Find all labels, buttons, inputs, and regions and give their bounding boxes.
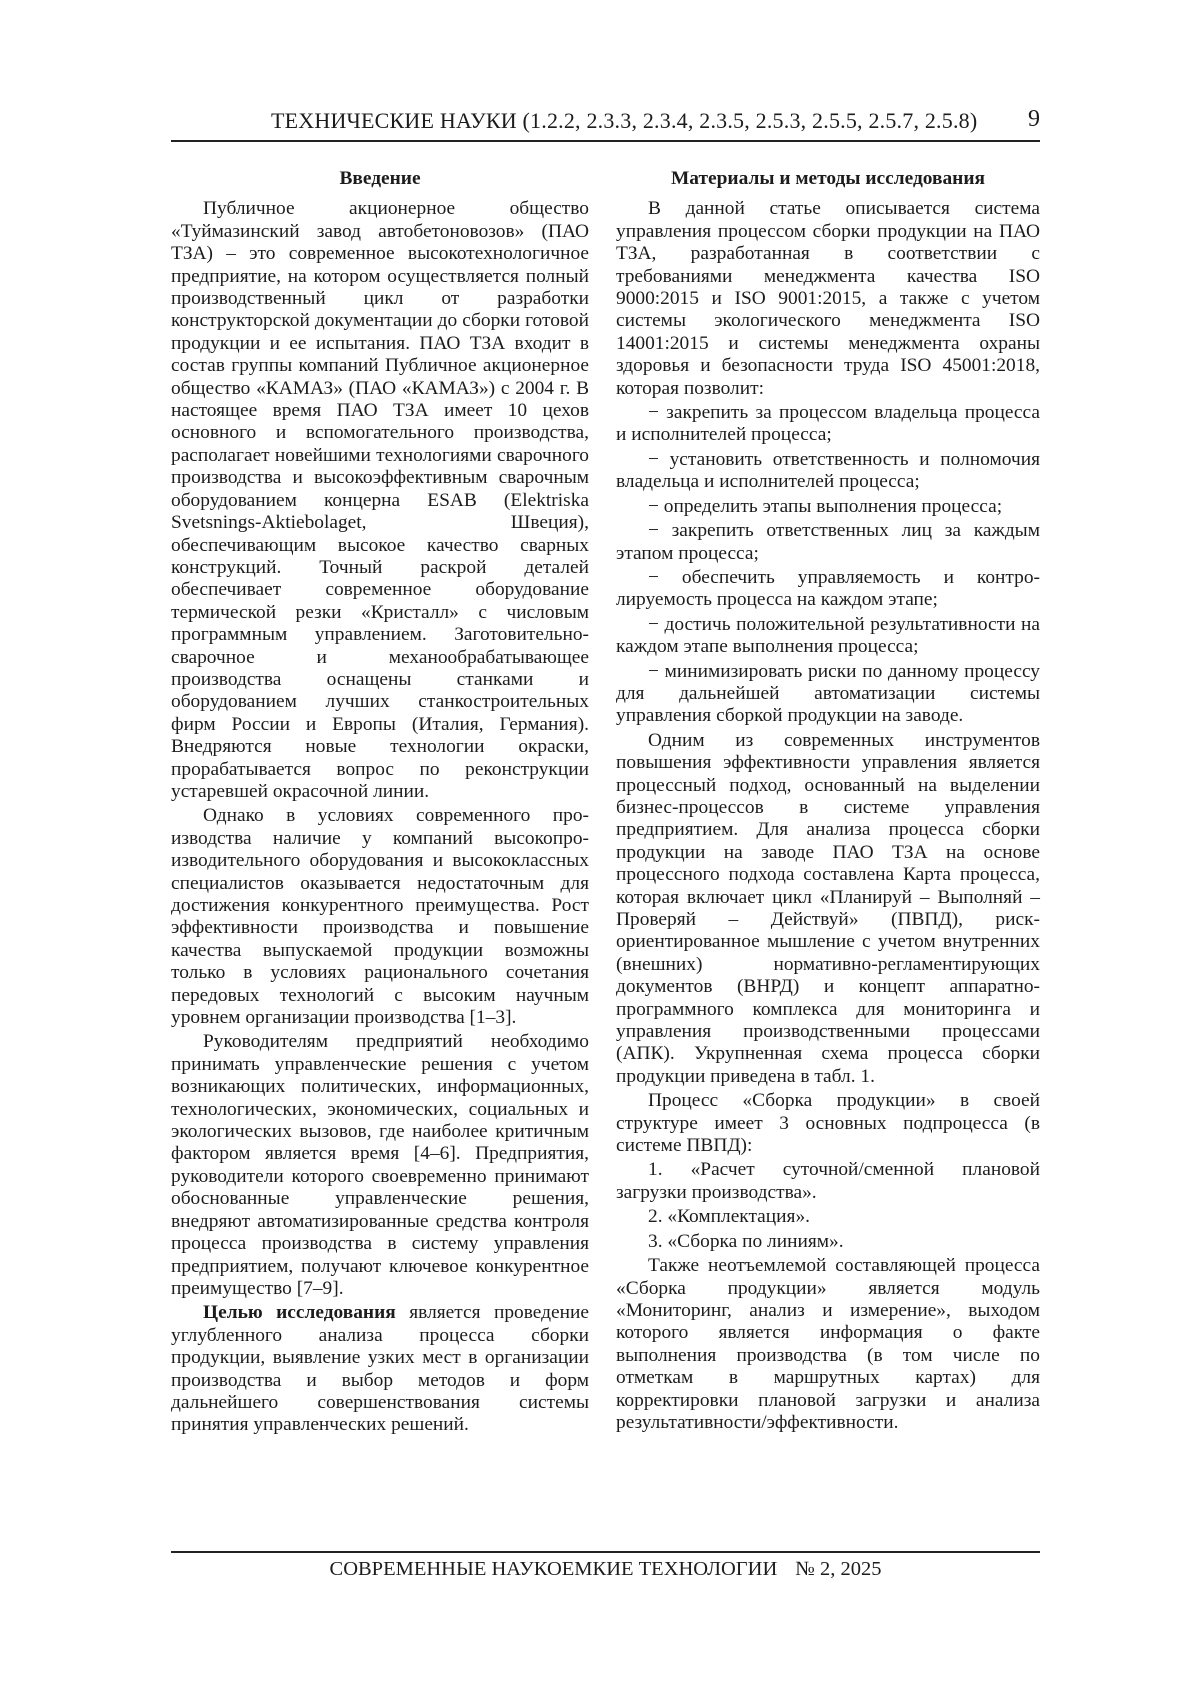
research-goal-text: является проведе­ние углубленного анализа процесса сборки продукции, выявление узких мест в органи­зации производства и выбор методов и форм дальнейшего совершенствования системы принятия управленческих решений.: [171, 1302, 589, 1435]
bullet-item: − закрепить ответственных лиц за каж­дым этапом процесса;: [616, 520, 1040, 565]
introduction-heading: Введение: [171, 168, 589, 190]
left-column: [171, 168, 589, 1439]
methods-paragraph-3: Процесс «Сборка продукции» в сво­ей структуре имеет 3 основных подпроцес­са (в системе ПВПД):: [616, 1090, 1040, 1157]
numbered-item: 3. «Сборка по линиям».: [616, 1231, 1040, 1253]
intro-paragraph-1: Публичное акционерное общество «Туймазинский завод автобетоновозов» (ПАО ТЗА) – это современное высокотех­нологичное предприятие, на котором осу­ществляется полный производственный цикл от разработки конструкторской до­кументации до сборки готовой продукции и ее испытания. ПАО ТЗА входит в состав группы компаний Публичное акционер­ное общество «КАМАЗ» (ПАО «КАМАЗ») с 2004 г. В настоящее время ПАО ТЗА име­ет 10 цехов основного и вспомогательного производства, располагает новейшими тех­нологиями сварочного производства и вы­сокоэффективным сварочным оборудова­нием концерна ESAB (Elektriska Svetsnings-Aktiebolaget, Швеция), обеспечивающим высокое качество сварных конструкций. Точный раскрой деталей обеспечивает со­временное оборудование термической рез­ки «Кристалл» с числовым программным управлением. Заготовительно-сварочное и механообрабатывающее производства ос­нащены станками и оборудованием лучших станкостроительных фирм России и Евро­пы (Италия, Германия). Внедряются новые технологии окраски, прорабатывается во­прос по реконструкции устаревшей окра­сочной линии.: [171, 198, 589, 803]
research-goal-label: Целью исследования: [203, 1302, 396, 1323]
issue-number: № 2, 2025: [795, 1558, 881, 1580]
bullet-item: − достичь положительной результатив­ности на каждом этапе выполнения про­цесса;: [616, 614, 1040, 659]
numbered-item: 1. «Расчет суточной/сменной плановой загрузки производства».: [616, 1159, 1040, 1204]
intro-paragraph-2: Однако в условиях современного про­изводства наличие у компаний высокопро­изводительного оборудования и высоко­классных специалистов оказывается недо­статочным для достижения конкурентного преимущества. Рост эффективности про­изводства и повышение качества выпуска­емой продукции возможны только в усло­виях рационального сочетания передовых технологий с высоким научным уровнем организации производства [1–3].: [171, 805, 589, 1029]
bullet-item: − минимизировать риски по данному процессу для дальнейшей автоматизации системы управления сборкой продукции на заводе.: [616, 661, 1040, 728]
methods-paragraph-2: Одним из современных инструментов повышения эффективности управления является процессный подход, основанный на выделении бизнес-процессов в систе­ме управления предприятием. Для анали­за процесса сборки продукции на заводе ПАО ТЗА на основе процессного подхо­да составлена Карта процесса, которая включает цикл «Планируй – Выполняй – Проверяй – Действуй» (ПВПД), риск-ориентированное мышление с учетом внутренних (внешних) нормативно-регла­ментирующих документов (ВНРД) и кон­цепт аппаратно-программного комплекса для мониторинга и управления произ­водственными процессами (АПК). Укруп­ненная схема процесса сборки продукции приведена в табл. 1.: [616, 730, 1040, 1089]
bullet-item: − установить ответственность и полно­мочия владельца и исполнителей процесса;: [616, 449, 1040, 494]
running-footer: [171, 1551, 1040, 1581]
methods-heading: Материалы и методы исследования: [616, 168, 1040, 190]
intro-paragraph-4: [171, 1302, 589, 1436]
right-column: [616, 168, 1040, 1436]
numbered-item: 2. «Комплектация».: [616, 1206, 1040, 1228]
methods-paragraph-1: В данной статье описывается система управления процессом сборки продукции на ПАО ТЗА, разработанная в соответствии с требованиями менеджмента качества ISO 9000:2015 и ISO 9001:2015, а также с уче­том системы экологического менеджмента ISO 14001:2015 и системы менеджмента охраны здоровья и безопасности труда ISO 45001:2018, которая позволит:: [616, 198, 1040, 400]
methods-paragraph-4: Также неотъемлемой составляющей процесса «Сборка продукции» является мо­дуль «Мониторинг, анализ и измерение», выходом которого является информация о факте выполнения производства (в том числе по отметкам в маршрутных картах) для корректировки плановой загрузки и ана­лиза результативности/эффективности.: [616, 1255, 1040, 1434]
bullet-item: − определить этапы выполнения про­цесса;: [616, 496, 1040, 518]
journal-name: СОВРЕМЕННЫЕ НАУКОЕМКИЕ ТЕХНОЛОГИИ: [330, 1558, 778, 1580]
page-number: 9: [1028, 106, 1040, 133]
bullet-item: − закрепить за процессом владельца процесса и исполнителей процесса;: [616, 402, 1040, 447]
running-header: [171, 106, 1040, 142]
section-title: ТЕХНИЧЕСКИЕ НАУКИ (1.2.2, 2.3.3, 2.3.4, 2.3.5, 2.5.3, 2.5.5, 2.5.7, 2.5.8): [271, 108, 977, 134]
intro-paragraph-3: Руководителям предприятий необхо­димо принимать управленческие решения с учетом возникающих политических, ин­формационных, технологических, эконо­мических, социальных и экологических вы­зовов, где наиболее критичным фактором является время [4–6]. Предприятия, руково­дители которого своевременно принимают обоснованные управленческие решения, внедряют автоматизированные средства контроля процесса производства в систему управления предприятием, получают клю­чевое конкурентное преимущество [7–9].: [171, 1031, 589, 1300]
bullet-item: − обеспечить управляемость и контро­лируемость процесса на каждом этапе;: [616, 567, 1040, 612]
